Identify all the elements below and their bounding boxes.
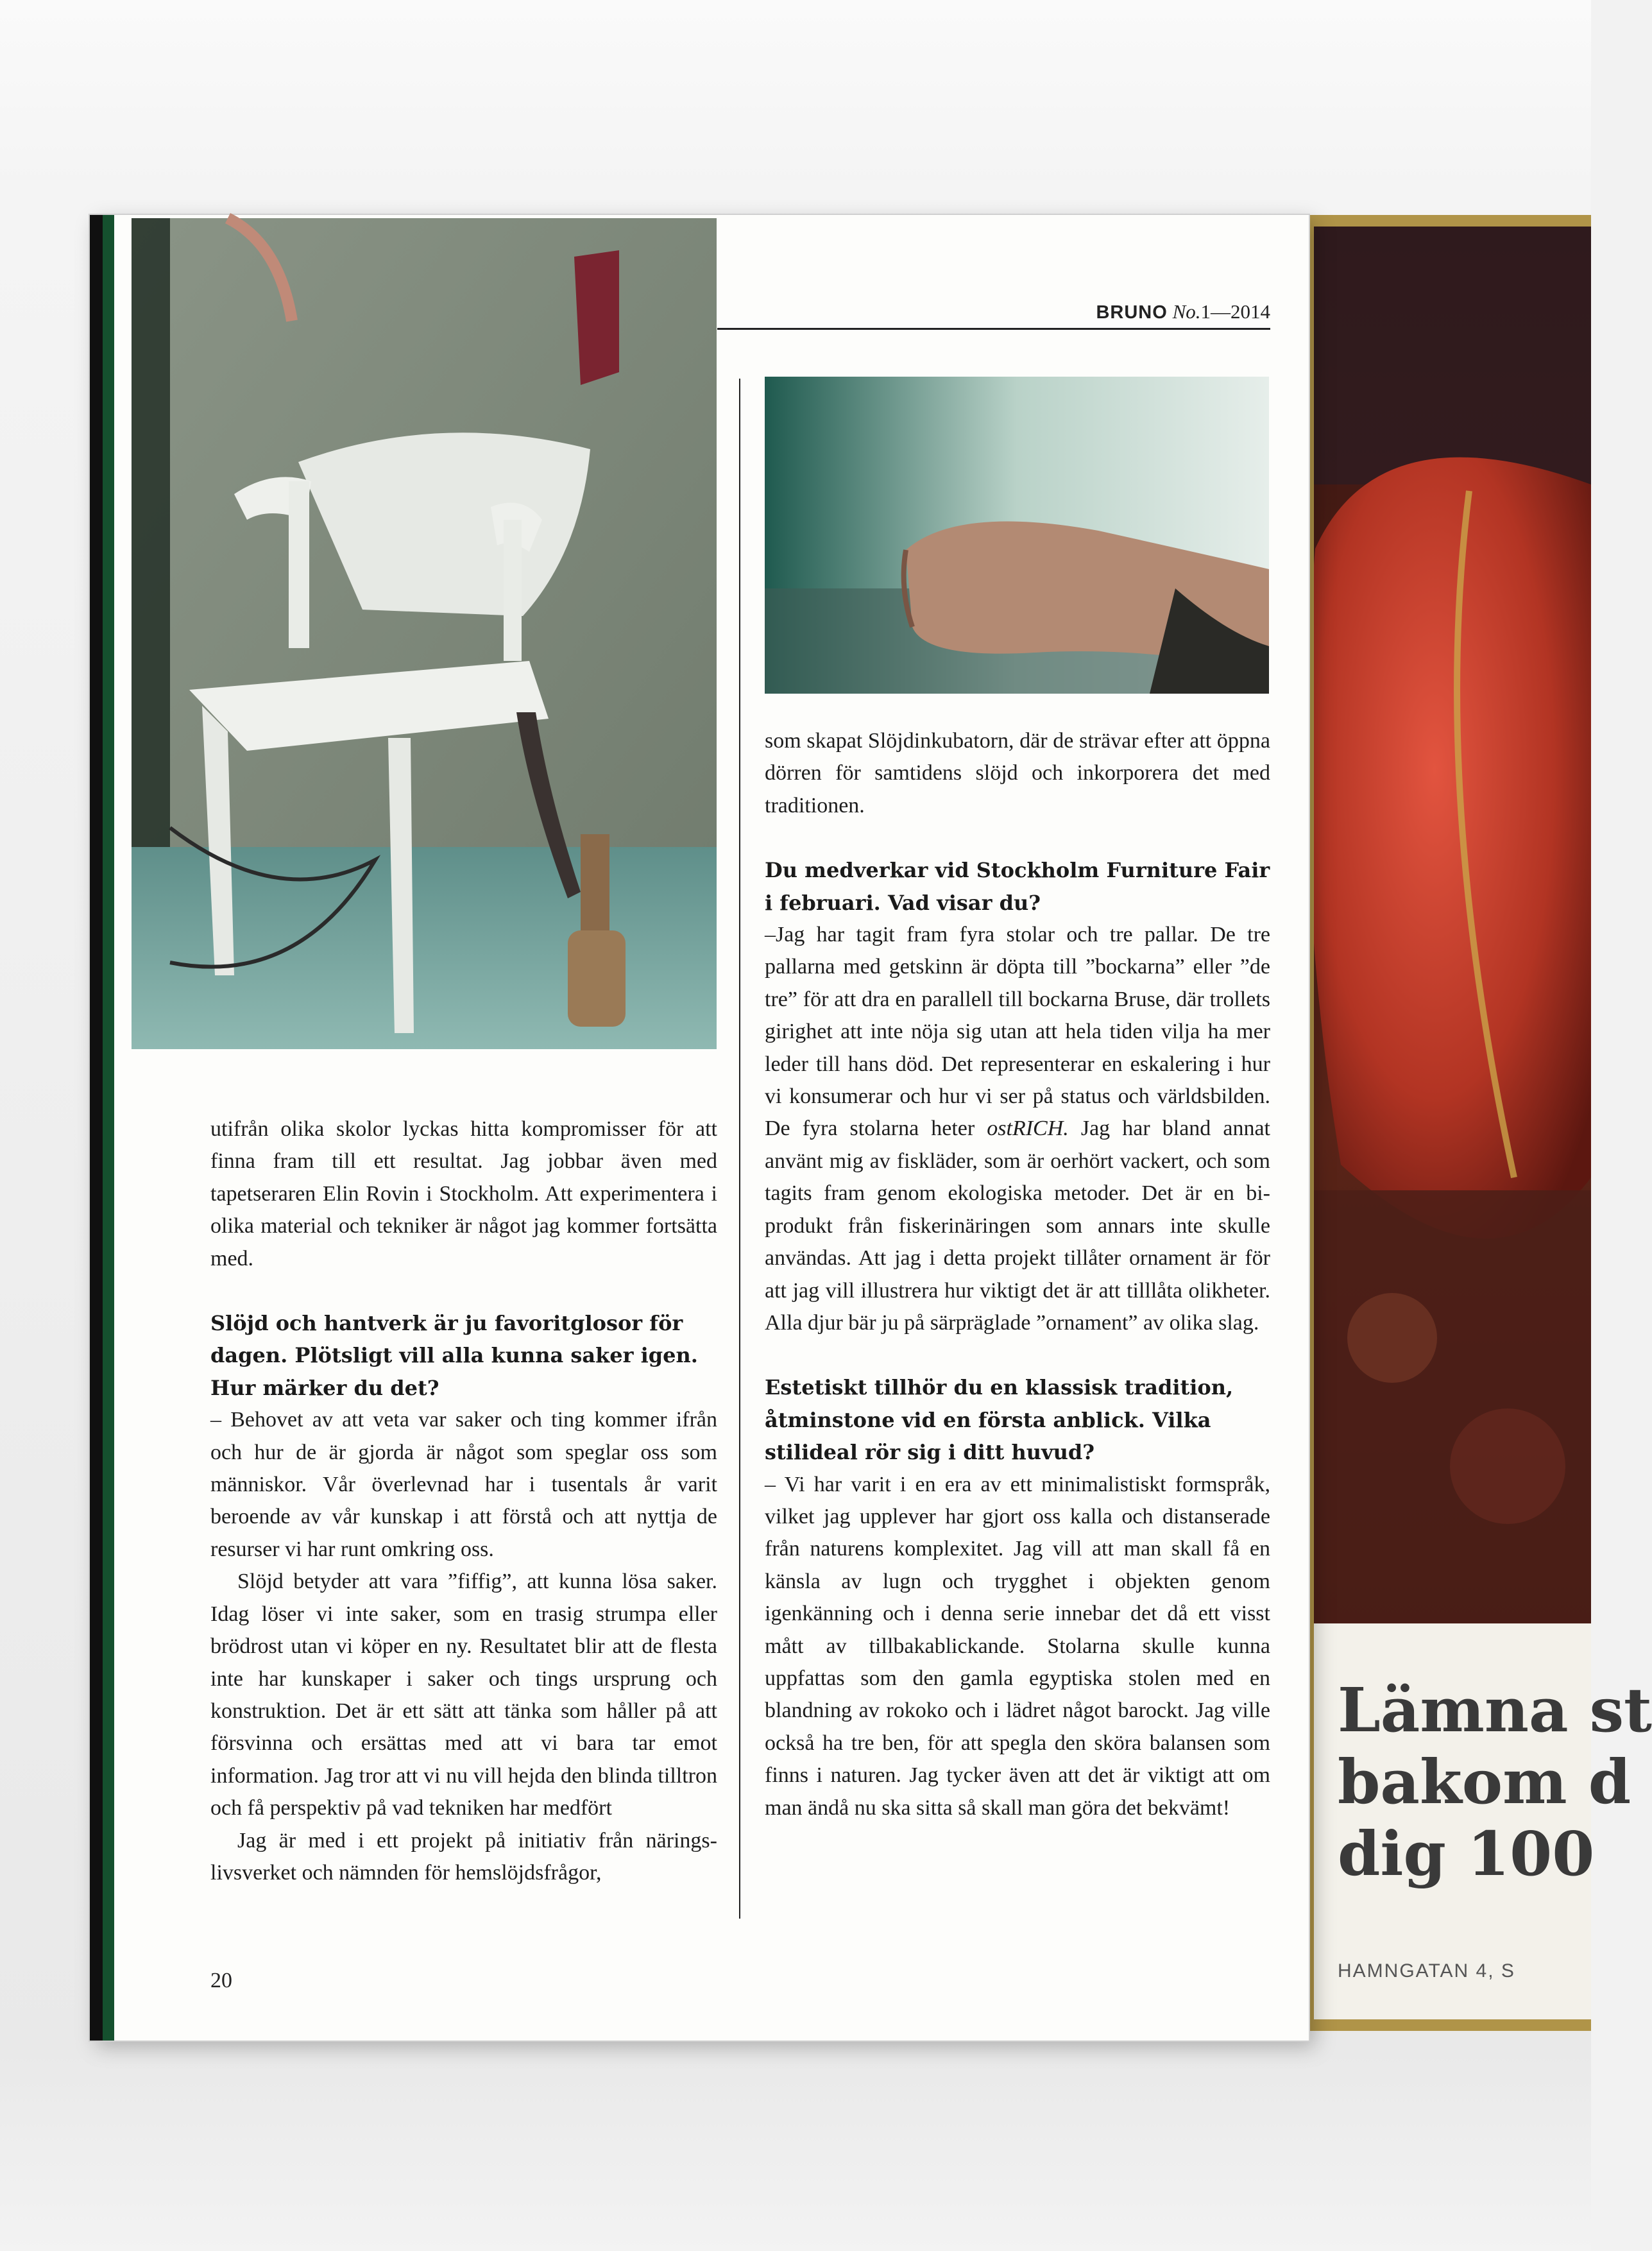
body-paragraph: utifrån olika skolor lyckas hitta kompromisser för att finna fram till ett resultat. Jag jobbar även med tapetseraren Elin Rovin i Stockholm. Att experimentera i olika material och tekniker är något jag kommer fortsätta med. (210, 1117, 717, 1271)
product-name: ostRICH. (987, 1117, 1069, 1141)
ad-headline-line: dig 100 (1338, 1819, 1595, 1890)
body-paragraph: – Behovet av att veta var saker och ting kommer ifrån och hur de är gjorda är något som speglar oss som människor. Vår överlevnad har i tusentals år varit beroende av vår kunskap i att förstå och att nyttja de resurser vi har runt omkring oss. (210, 1408, 717, 1561)
body-paragraph: som skapat Slöjdinkubatorn, där de strävar efter att öppna dörren för samtidens slöjd och inkorporera det med traditionen. (765, 729, 1270, 817)
ad-headline-line: bakom d (1338, 1747, 1631, 1818)
ad-address: HAMNGATAN 4, S (1338, 1960, 1515, 1981)
body-paragraph: Jag är med i ett projekt på initiativ från näringslivsverket och nämnden för hemslöjdsfrågor, (210, 1828, 717, 1885)
page-number: 20 (210, 1969, 232, 1992)
article-column-left (210, 1113, 717, 1889)
interview-question: Du medverkar vid Stockholm Furniture Fair i februari. Vad visar du? (765, 858, 1270, 915)
issue-number: 1—2014 (1200, 300, 1270, 323)
interview-question: Slöjd och hantverk är ju favoritglosor för dagen. Plötsligt vill alla kunna saker igen. Hur märker du det? (210, 1311, 698, 1400)
header-rule (717, 328, 1270, 330)
answer-text: Jag har bland annat använt mig av fiskläder, som är oerhört vackert, och som tagits fram genom ekologiska metoder. Det är en biprodukt från fiskerinäringen som annars inte skulle användas. Att jag i detta projekt tillåter ornament är för att jag vill illustrera hur viktigt det är att tilllåta olikheter. Alla djur bär ju på särpräglade ”ornament” av olika slag. (765, 1117, 1270, 1335)
page-binding-edge (103, 215, 114, 2041)
body-paragraph: Slöjd betyder att vara ”fiffig”, att kunna lösa saker. Idag löser vi inte saker, som en trasig strumpa eller brödrost utan vi köper en ny. Resultatet blir att de flesta inte har kunskaper i saker och tings ursprung och konstruktion. Det är ett sätt att tänka som håller på att försvinna och ersättas med att vi bara tar emot information. Jag tror att vi nu vill hejda den blinda tilltron och få perspektiv på vad tekniken har medfört (210, 1570, 717, 1820)
running-header (1026, 300, 1270, 323)
article-column-right (765, 725, 1270, 1824)
ad-headline (1338, 1675, 1652, 1890)
issue-label: No. (1172, 300, 1201, 323)
interview-question: Estetiskt tillhör du en klassisk tradition, åtminstone vid en första anblick. Vilka stilideal rör sig i ditt huvud? (765, 1375, 1234, 1465)
ad-headline-line: Lämna st (1338, 1675, 1652, 1746)
chair-photo (132, 218, 717, 1049)
body-paragraph (765, 919, 1270, 1339)
column-rule (739, 379, 740, 1919)
body-paragraph: – Vi har varit i en era av ett minimalistiskt formspråk, vilket jag upplever har gjort oss kalla och distanserade från naturens komplexitet. Jag vill att man skall få en känsla av lugn och trygghet i objekten genom igenkänning och i denna serie innebar det då ett visst mått av tillbakablickande. Stolarna skulle kunna uppfattas som den gamla egyptiska stolen med en blandning av rokoko och i lädret något barockt. Jag ville också ha tre ben, för att spegla den sköra balansen som finns i naturen. Jag tycker även att det är viktigt att om man ändå nu ska sitta så skall man göra det bekvämt! (765, 1472, 1270, 1820)
answer-text: –Jag har tagit fram fyra stolar och tre pallar. De tre pallarna med getskinn är döpta till ”bockarna” eller ”de tre” för att dra en parallell till bockarna Bruse, där trollets girighet att inte nöja sig utan att hela tiden vilja ha mer leder till hans död. Det representerar en eskalering i hur vi konsumerar och hur vi ser på status och världsbilden. De fyra stolarna heter (765, 923, 1270, 1141)
page-binding (90, 215, 103, 2041)
magazine-brand: BRUNO (1096, 302, 1168, 323)
ostrich-leather-photo (765, 377, 1269, 694)
